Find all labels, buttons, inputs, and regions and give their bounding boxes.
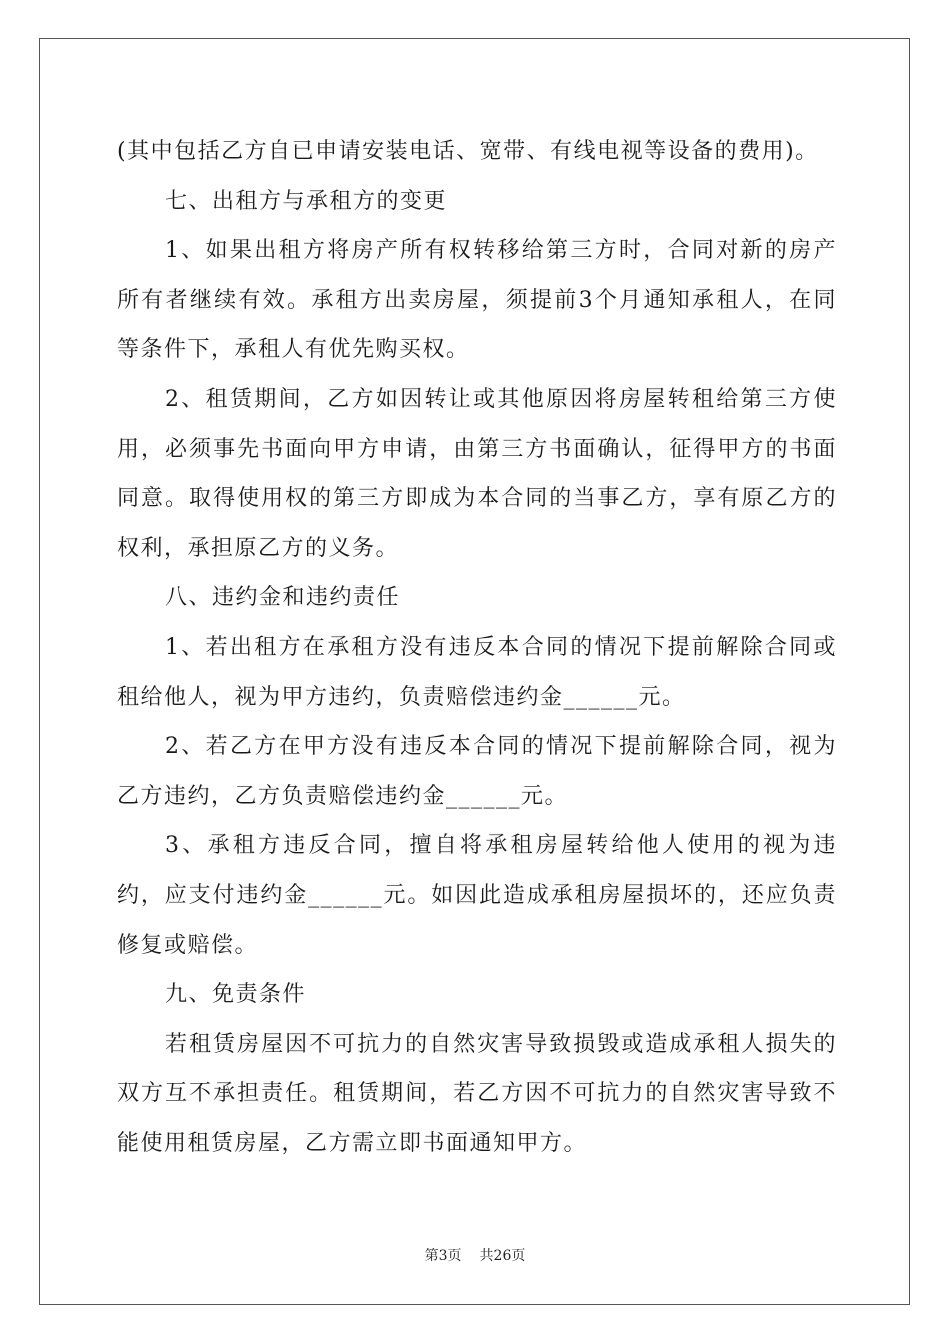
document-body bbox=[117, 127, 837, 1168]
paragraph: 2、租赁期间，乙方如因转让或其他原因将房屋转租给第三方使用，必须事先书面向甲方申请，由第三方书面确认，征得甲方的书面同意。取得使用权的第三方即成为本合同的当事乙方，享有原乙方的权利，承担原乙方的义务。 bbox=[117, 386, 837, 561]
page-number: 第3页 bbox=[424, 1248, 462, 1264]
section-heading: 七、出租方与承租方的变更 bbox=[165, 188, 448, 214]
paragraph: 2、若乙方在甲方没有违反本合同的情况下提前解除合同，视为乙方违约，乙方负责赔偿违约金______元。 bbox=[117, 734, 837, 809]
section-heading: 九、免责条件 bbox=[165, 982, 307, 1008]
paragraph: 1、如果出租方将房产所有权转移给第三方时，合同对新的房产所有者继续有效。承租方出卖房屋，须提前3个月通知承租人，在同等条件下，承租人有优先购买权。 bbox=[117, 238, 837, 363]
page-total: 共26页 bbox=[479, 1248, 526, 1264]
paragraph: 若租赁房屋因不可抗力的自然灾害导致损毁或造成承租人损失的双方互不承担责任。租赁期间，若乙方因不可抗力的自然灾害导致不能使用租赁房屋，乙方需立即书面通知甲方。 bbox=[117, 1031, 837, 1156]
paragraph: (其中包括乙方自已申请安装电话、宽带、有线电视等设备的费用)。 bbox=[117, 139, 819, 164]
section-heading: 八、违约金和违约责任 bbox=[165, 585, 401, 611]
page-footer bbox=[0, 1245, 950, 1265]
paragraph: 3、承租方违反合同，擅自将承租房屋转给他人使用的视为违约，应支付违约金______元。如因此造成承租房屋损坏的，还应负责修复或赔偿。 bbox=[117, 833, 837, 958]
paragraph: 1、若出租方在承租方没有违反本合同的情况下提前解除合同或租给他人，视为甲方违约，负责赔偿违约金______元。 bbox=[117, 634, 837, 710]
